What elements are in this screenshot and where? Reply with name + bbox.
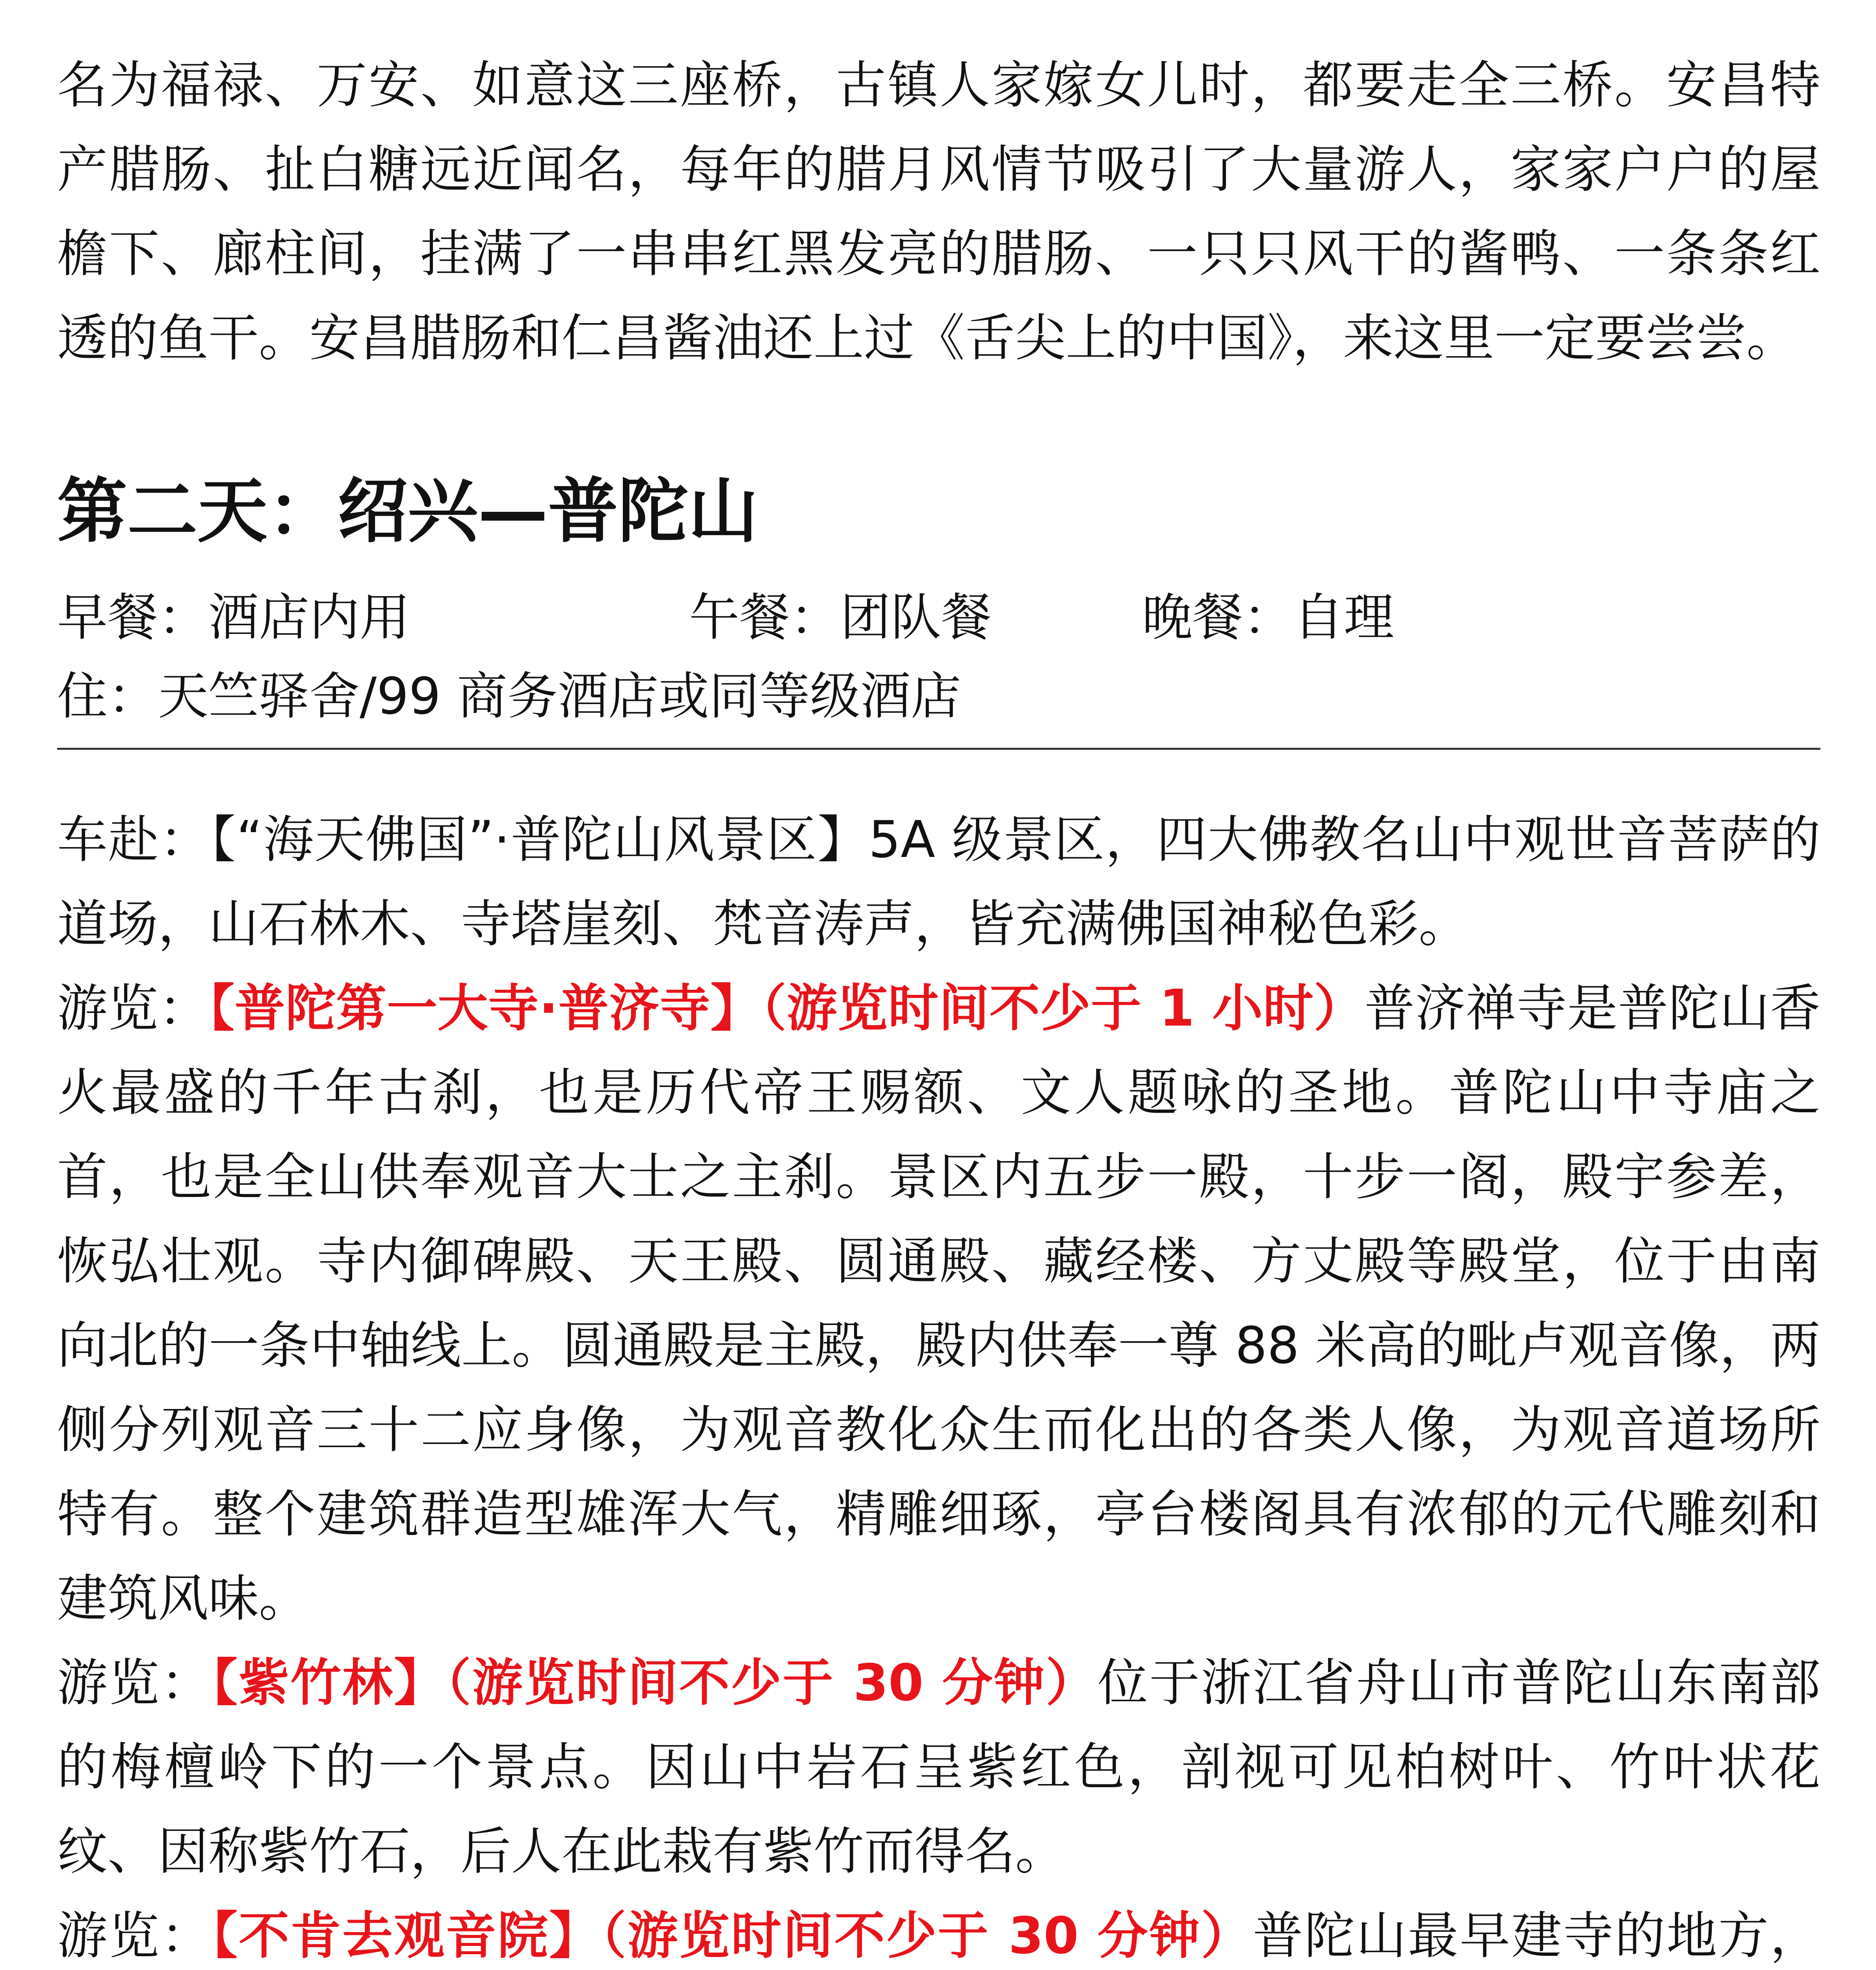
itinerary-body: [57, 798, 1820, 1970]
visit-prefix: 游览：: [57, 979, 210, 1038]
attraction-paragraph-bukenqu: [57, 1894, 1820, 1970]
section-divider: [57, 748, 1820, 750]
attraction-description-zizhulin: 位于浙江省舟山市普陀山东南部的梅檀岭下的一个景点。因山中岩石呈紫红色，剖视可见柏树叶、竹叶状花纹、因称紫竹石，后人在此栽有紫竹而得名。: [57, 1654, 1820, 1881]
attraction-description-bukenqu: 普陀山最早建寺的地方，: [1252, 1907, 1820, 1965]
attraction-description-puji: 普济禅寺是普陀山香火最盛的千年古刹，也是历代帝王赐额、文人题咏的圣地。普陀山中寺庙之首，也是全山供奉观音大士之主刹。景区内五步一殿，十步一阁，殿宇参差，恢弘壮观。寺内御碑殿、天王殿、圆通殿、藏经楼、方丈殿等殿堂，位于由南向北的一条中轴线上。圆通殿是主殿，殿内供奉一尊 88 米高的毗卢观音像，两侧分列观音三十二应身像，为观音教化众生而化出的各类人像，为观音道场所特有。整个建筑群造型雄浑大气，精雕细琢，亭台楼阁具有浓郁的元代雕刻和建筑风味。: [57, 979, 1820, 1628]
dinner-info: 晚餐：自理: [1142, 588, 1395, 647]
attraction-paragraph-zizhulin: [57, 1641, 1820, 1894]
attraction-heading-zizhulin: 【紫竹林】（游览时间不少于 30 分钟）: [212, 1654, 1098, 1712]
attraction-heading-puji: 【普陀第一大寺·普济寺】（游览时间不少于 1 小时）: [209, 979, 1365, 1038]
day-title: 第二天：绍兴—普陀山: [57, 470, 758, 552]
lunch-info: 午餐：团队餐: [689, 588, 992, 647]
lodging-info: 住：天竺驿舍/99 商务酒店或同等级酒店: [57, 667, 961, 726]
breakfast-info: 早餐：酒店内用: [57, 588, 410, 647]
attraction-heading-bukenqu: 【不肯去观音院】（游览时间不少于 30 分钟）: [212, 1907, 1253, 1965]
visit-prefix: 游览：: [57, 1907, 212, 1965]
transfer-paragraph: [57, 798, 1820, 966]
transfer-text: 车赴：【“海天佛国”·普陀山风景区】5A 级景区，四大佛教名山中观世音菩萨的道场，山石林木、寺塔崖刻、梵音涛声，皆充满佛国神秘色彩。: [57, 810, 1820, 953]
visit-prefix: 游览：: [57, 1654, 212, 1712]
meal-row: [57, 578, 1820, 657]
intro-paragraph: 名为福禄、万安、如意这三座桥，古镇人家嫁女儿时，都要走全三桥。安昌特产腊肠、扯白糖远近闻名，每年的腊月风情节吸引了大量游人，家家户户的屋檐下、廊柱间，挂满了一串串红黑发亮的腊肠、一只只风干的酱鸭、一条条红透的鱼干。安昌腊肠和仁昌酱油还上过《舌尖上的中国》，来这里一定要尝尝。: [57, 56, 1820, 368]
attraction-paragraph-puji: [57, 966, 1820, 1641]
